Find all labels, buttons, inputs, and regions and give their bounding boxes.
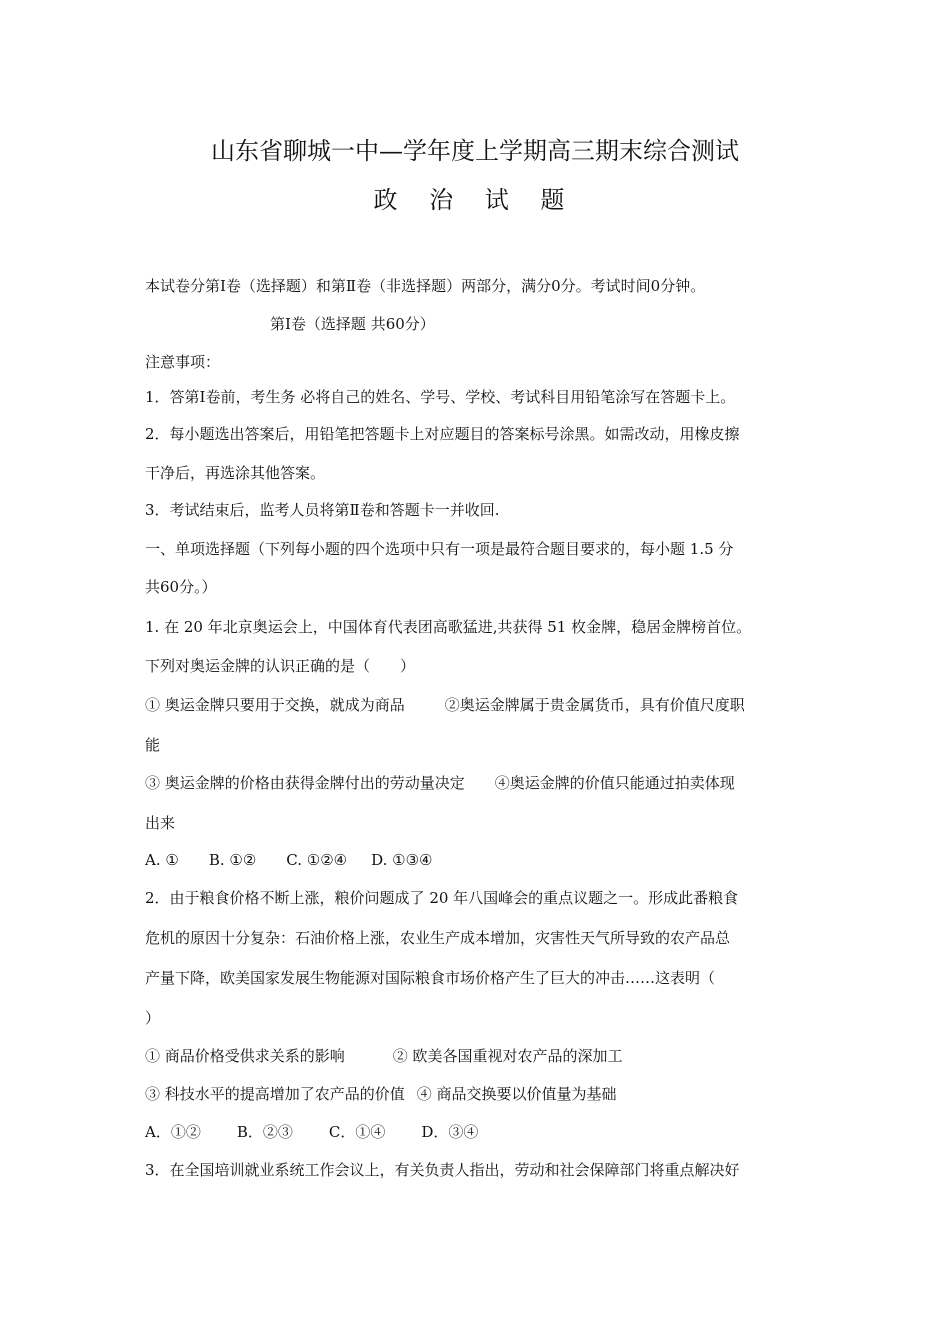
question-1-option-2: ②奥运金牌属于贵金属货币，具有价值尺度职 bbox=[444, 696, 745, 714]
question-1-answer-b: B. ①② bbox=[208, 851, 257, 869]
notice-item-2-continued: 干净后，再选涂其他答案。 bbox=[145, 464, 326, 482]
question-1-stem-continued: 下列对奥运金牌的认识正确的是（ ） bbox=[145, 657, 416, 675]
question-1-options-row-1 bbox=[145, 695, 815, 715]
question-1-answers bbox=[145, 850, 815, 870]
question-1-answer-a: A. ① bbox=[145, 851, 179, 869]
exam-title: 山东省聊城一中—学年度上学期高三期末综合测试 bbox=[211, 137, 739, 165]
question-1-option-4: ④奥运金牌的价值只能通过拍卖体现 bbox=[494, 774, 735, 792]
question-3-stem: 3．在全国培训就业系统工作会议上，有关负责人指出，劳动和社会保障部门将重点解决好 bbox=[145, 1161, 740, 1179]
question-2-option-2: ② 欧美各国重视对农产品的深加工 bbox=[392, 1047, 623, 1065]
question-2-option-4: ④ 商品交换要以价值量为基础 bbox=[416, 1085, 617, 1103]
question-1-option-2-continued: 能 bbox=[145, 736, 161, 754]
notice-heading: 注意事项： bbox=[145, 353, 221, 371]
question-2-option-3: ③ 科技水平的提高增加了农产品的价值 bbox=[145, 1085, 405, 1103]
question-1-option-1: ① 奥运金牌只要用于交换，就成为商品 bbox=[145, 696, 405, 714]
notice-item-1: 1．答第Ⅰ卷前，考生务 必将自己的姓名、学号、学校、考试科目用铅笔涂写在答题卡上。 bbox=[145, 388, 736, 406]
question-2-stem-line-2: 危机的原因十分复杂：石油价格上涨，农业生产成本增加，灾害性天气所导致的农产品总 bbox=[145, 929, 731, 947]
section-heading: 第Ⅰ卷（选择题 共60分） bbox=[270, 315, 435, 333]
notice-item-2: 2．每小题选出答案后，用铅笔把答题卡上对应题目的答案标号涂黑。如需改动，用橡皮擦 bbox=[145, 425, 740, 443]
question-2-answers bbox=[145, 1122, 815, 1142]
question-1-stem: 1. 在 20 年北京奥运会上，中国体育代表团高歌猛进,共获得 51 枚金牌，稳居金牌榜首位。 bbox=[145, 618, 752, 636]
question-2-stem: 2．由于粮食价格不断上涨，粮价问题成了 20 年八国峰会的重点议题之一。形成此番粮食 bbox=[145, 889, 739, 907]
exam-subject: 政 治 试 题 bbox=[373, 186, 577, 214]
question-2-answer-d: D．③④ bbox=[421, 1123, 479, 1141]
question-2-options-row-1 bbox=[145, 1046, 815, 1066]
question-2-answer-a: A．①② bbox=[145, 1123, 201, 1141]
exam-description: 本试卷分第Ⅰ卷（选择题）和第Ⅱ卷（非选择题）两部分，满分0分。考试时间0分钟。 bbox=[145, 277, 706, 295]
part-one-heading: 一、单项选择题（下列每小题的四个选项中只有一项是最符合题目要求的，每小题 1.5 分 bbox=[145, 540, 734, 558]
question-1-options-row-2 bbox=[145, 773, 815, 793]
question-2-option-1: ① 商品价格受供求关系的影响 bbox=[145, 1047, 345, 1065]
question-1-option-4-continued: 出来 bbox=[145, 814, 176, 832]
question-1-option-3: ③ 奥运金牌的价格由获得金牌付出的劳动量决定 bbox=[145, 774, 465, 792]
part-one-heading-continued: 共60分。） bbox=[145, 578, 217, 596]
question-2-stem-line-3: 产量下降，欧美国家发展生物能源对国际粮食市场价格产生了巨大的冲击……这表明（ bbox=[145, 969, 716, 987]
question-2-stem-line-4: ） bbox=[145, 1009, 161, 1027]
question-1-answer-c: C. ①②④ bbox=[286, 851, 348, 869]
question-2-options-row-2 bbox=[145, 1084, 815, 1104]
question-2-answer-b: B．②③ bbox=[236, 1123, 293, 1141]
notice-item-3: 3．考试结束后，监考人员将第Ⅱ卷和答题卡一并收回. bbox=[145, 501, 500, 519]
question-2-answer-c: C．①④ bbox=[328, 1123, 386, 1141]
question-1-answer-d: D. ①③④ bbox=[371, 851, 433, 869]
